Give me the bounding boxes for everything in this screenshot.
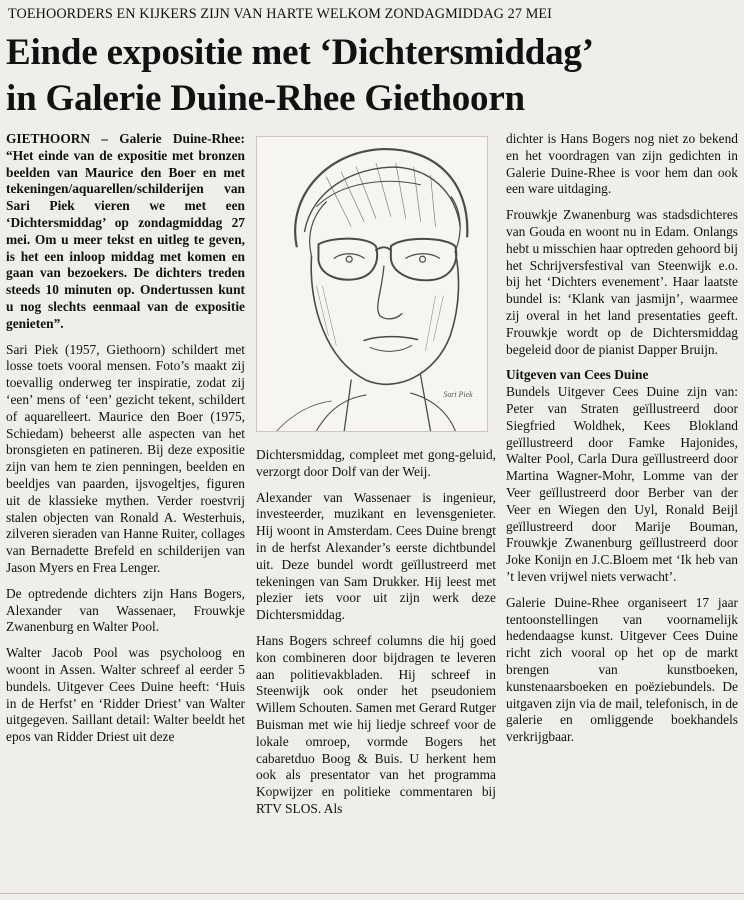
kicker-line: TOEHOORDERS EN KIJKERS ZIJN VAN HARTE WELKOM ZONDAGMIDDAG 27 MEI	[8, 6, 553, 22]
portrait-sketch	[256, 136, 488, 432]
pencil-portrait-drawing	[257, 137, 487, 431]
headline-line-1: Einde expositie met ‘Dichtersmiddag’	[6, 32, 594, 73]
body-paragraph: Sari Piek (1957, Giethoorn) schildert met losse toets vooral mensen. Foto’s maakt zij toevallig onderweg ter inspiratie, zodat zij ‘een’ mens of ‘een’ gezicht tekent, schildert of aquarelleert. Maurice den Boer (1975, Schiedam) beheerst alle aspecten van het bronsgieten en patineren. Bij deze expositie zijn van hem te zien penningen, beelden en beeldjes van paarden, ijsvogeltjes, figuren uit de klassieke mythen. Verder roestvrij stalen objecten van Ronald A. Westerhuis, zilveren sieraden van Hanne Ruiter, collages van Bernadette Brefeld en schilderijen van Jason Myers en Frea Lenger.	[6, 341, 245, 575]
body-paragraph: Galerie Duine-Rhee organiseert 17 jaar tentoonstellingen van voornamelijk hedendaagse kunst. Uitgever Cees Duine richt zich vooral op het op de markt brengen van kunstboeken, kunstenaarsboeken en poëziebundels. De uitgaven zijn via de mail, telefonisch, in de galerie en omliggende boekhandels verkrijgbaar.	[506, 594, 738, 745]
body-paragraph: De optredende dichters zijn Hans Bogers, Alexander van Wassenaer, Frouwkje Zwanenburg en Walter Pool.	[6, 585, 245, 635]
article-column-1	[6, 131, 245, 755]
body-paragraph: Bundels Uitgever Cees Duine zijn van: Peter van Straten geïllustreerd door Siegfried Woldhek, Kees Blokland geïllustreerd door Famke Hajonides, Walter Pool, Carla Dura geïllustreerd door Martina Wagner-Mohr, Lomme van der Veer geïllustreerd door Berber van der Veer en Wiegen den Uyl, Ronald Beijl geïllustreerd door Marije Bouman, Frouwkje Zwanenburg geïllustreerd door Joke Konijn en J.C.Bloem met ‘Ik heb van ’t leven vrijwel niets verwacht’.	[506, 384, 738, 584]
body-paragraph: Dichtersmiddag, compleet met gong-geluid, verzorgt door Dolf van der Weij.	[256, 447, 496, 479]
body-paragraph: Hans Bogers schreef columns die hij goed kon combineren door bijdragen te leveren aan politievakbladen. Hij schreef in Steenwijk ook onder het pseudoniem Willem Schouten. Samen met Gerard Rutger Buisman met wie hij liedje schreef voor de lokale omroep, vormde Bogers het cabaretduo Boog & Buis. U herkent hem ook als presentator van het programma Kopwijzer en politieke commentaren bij RTV SLOS. Als	[256, 632, 496, 816]
body-paragraph: dichter is Hans Bogers nog niet zo bekend en het voordragen van zijn gedichten in Galerie Duine-Rhee is voor hem dan ook een ware uitdaging.	[506, 131, 738, 197]
section-subheading: Uitgeven van Cees Duine	[506, 367, 649, 383]
headline	[6, 30, 741, 122]
article-column-3	[506, 131, 738, 755]
artist-signature: Sari Piek	[443, 390, 473, 400]
body-paragraph: Walter Jacob Pool was psycholoog en woont in Assen. Walter schreef al eerder 5 bundels. Uitgever Cees Duine heeft: ‘Huis in de Herfst’ en ‘Ridder Driest’ van Walter uitgegeven. Saillant detail: Walter beeldt het epos van Ridder Driest uit deze	[6, 645, 245, 745]
lead-paragraph: GIETHOORN – Galerie Duine-Rhee: “Het einde van de expositie met bronzen beelden van Maurice den Boer en met tekeningen/aquarellen/schilderijen van Sari Piek vieren we met een ‘Dichtersmiddag’ op zondagmiddag 27 mei. Om u meer tekst en uitleg te geven, is het een inloop middag met komen en gaan van bezoekers. De dichters treden steeds 10 minuten op. Ondertussen kunt u nog slechts eenmaal van de expositie genieten”.	[6, 131, 245, 331]
article-column-2	[256, 447, 496, 827]
body-paragraph: Alexander van Wassenaer is ingenieur, investeerder, muzikant en levensgenieter. Hij woont in Amsterdam. Cees Duine brengt in de herfst Alexander’s eerste dichtbundel uit. Deze bundel wordt geïllustreerd met tekeningen van Sam Drukker. Hij leest met plezier iets voor uit zijn werk deze Dichtersmiddag.	[256, 489, 496, 623]
bottom-rule	[0, 893, 744, 894]
headline-line-2: in Galerie Duine-Rhee Giethoorn	[6, 78, 525, 119]
body-paragraph: Frouwkje Zwanenburg was stadsdichteres van Gouda en woont nu in Edam. Onlangs hebt u misschien haar optreden gehoord bij het Schrijversfestival van Steenwijk e.o. bij het ‘Dichters evenement’. Haar laatste bundel is: ‘Klank van jasmijn’, waarmee zij overal in het land presentaties geeft. Frouwkje wordt op de Dichtersmiddag begeleid door de pianist Dapper Bruijn.	[506, 207, 738, 357]
